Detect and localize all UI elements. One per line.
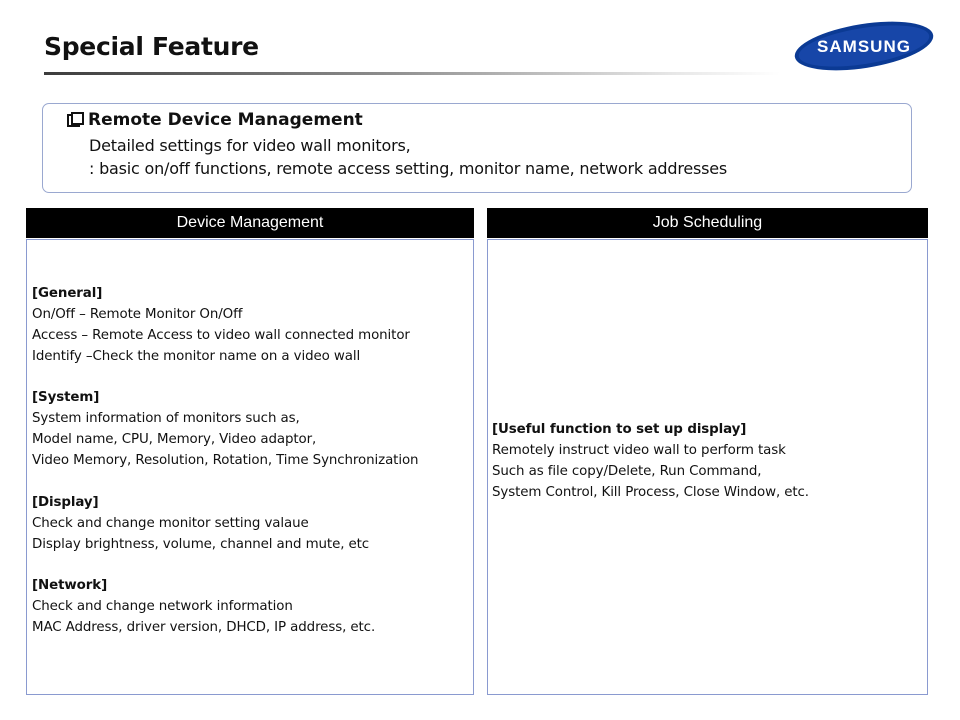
checkbox-bullet-icon xyxy=(67,114,80,127)
text-line: Identify –Check the monitor name on a video wall xyxy=(32,348,361,364)
job-scheduling-panel xyxy=(487,239,928,695)
intro-line: Detailed settings for video wall monitors, xyxy=(89,136,411,155)
title-underline xyxy=(44,72,780,75)
text-line xyxy=(32,368,418,389)
section-heading: [Display] xyxy=(32,494,99,510)
text-line: System information of monitors such as, xyxy=(32,411,300,427)
text-line: MAC Address, driver version, DHCD, IP address, etc. xyxy=(32,620,376,636)
samsung-logo-text: SAMSUNG xyxy=(817,37,911,56)
text-line: Display brightness, volume, channel and mute, etc xyxy=(32,536,370,552)
section-heading: [System] xyxy=(32,390,100,406)
text-line: Model name, CPU, Memory, Video adaptor, xyxy=(32,432,317,448)
section-heading: [General] xyxy=(32,286,103,301)
text-line xyxy=(32,556,418,577)
text-line: System Control, Kill Process, Close Window, etc. xyxy=(492,484,809,500)
device-management-header: Device Management xyxy=(26,208,474,238)
text-line xyxy=(32,472,418,493)
section-heading: [Useful function to set up display] xyxy=(492,422,747,437)
intro-panel xyxy=(42,103,912,193)
text-line: Such as file copy/Delete, Run Command, xyxy=(492,463,762,479)
device-management-text xyxy=(32,284,418,639)
page-title: Special Feature xyxy=(44,32,259,61)
text-line: Video Memory, Resolution, Rotation, Time Synchronization xyxy=(32,453,419,469)
text-line: Check and change monitor setting valaue xyxy=(32,515,309,531)
text-line: Remotely instruct video wall to perform task xyxy=(492,442,786,458)
device-management-panel xyxy=(26,239,474,695)
intro-heading-text: Remote Device Management xyxy=(88,110,363,130)
intro-heading xyxy=(67,110,363,130)
job-scheduling-text xyxy=(492,420,809,504)
text-line: On/Off – Remote Monitor On/Off xyxy=(32,306,243,322)
text-line: Check and change network information xyxy=(32,599,293,615)
section-heading: [Network] xyxy=(32,578,108,594)
text-line: Access – Remote Access to video wall connected monitor xyxy=(32,327,410,343)
samsung-logo xyxy=(792,20,936,72)
job-scheduling-header: Job Scheduling xyxy=(487,208,928,238)
intro-line: : basic on/off functions, remote access setting, monitor name, network addresses xyxy=(89,159,728,178)
